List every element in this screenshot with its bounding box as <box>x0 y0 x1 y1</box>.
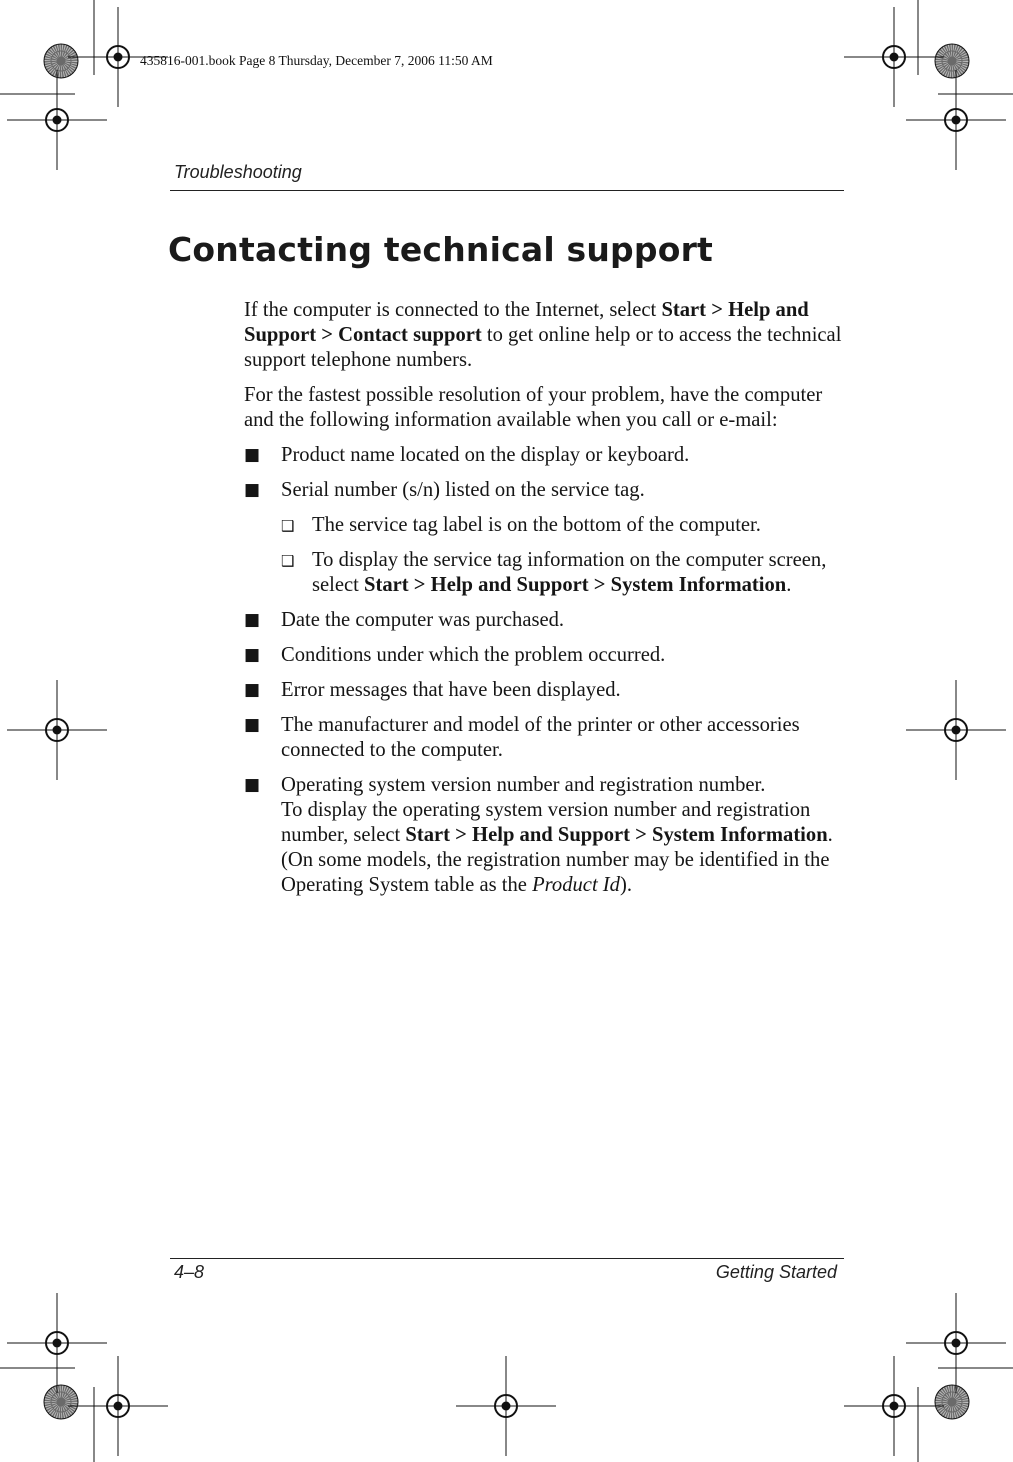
list-item-text: Conditions under which the problem occurred. <box>281 644 666 666</box>
square-bullet-icon: ■ <box>244 610 261 630</box>
list-item-printer-accessories <box>244 713 844 763</box>
registration-burst-icon <box>44 44 78 78</box>
registration-crosshair-icon <box>906 1293 1006 1393</box>
main-content <box>244 298 844 908</box>
list-item-serial-number <box>244 478 844 598</box>
registration-crosshair-icon <box>906 70 1006 170</box>
sub-list-item-text-end: . <box>786 574 792 596</box>
list-item-text: Date the computer was purchased. <box>281 609 565 631</box>
registration-crosshair-icon <box>844 1356 944 1456</box>
running-header <box>170 160 844 191</box>
list-item-product-name <box>244 443 844 468</box>
list-item-text: Operating system version number and registration number. <box>281 774 766 796</box>
list-item-conditions <box>244 643 844 668</box>
box-bullet-icon: ❑ <box>281 517 295 535</box>
registration-burst-icon <box>44 1385 78 1419</box>
os-instructions-paragraph <box>281 798 844 898</box>
list-item-text: Error messages that have been displayed. <box>281 679 621 701</box>
sub-list-item-label-location <box>281 513 844 538</box>
book-title: Getting Started <box>715 1262 837 1282</box>
registration-crosshair-icon <box>906 680 1006 780</box>
intro-menu-path: Start > Help and Support > Contact support <box>244 299 809 346</box>
intro-paragraph <box>244 298 844 373</box>
intro-text-end: to get online help or to access the technical support telephone numbers. <box>244 324 842 371</box>
square-bullet-icon: ■ <box>244 480 261 500</box>
list-item-text: Serial number (s/n) listed on the service tag. <box>281 479 645 501</box>
registration-crosshair-icon <box>7 1293 107 1393</box>
running-footer <box>170 1258 844 1289</box>
page-number: 4–8 <box>174 1262 205 1282</box>
registration-crosshair-icon <box>7 70 107 170</box>
product-id-term: Product Id <box>532 874 620 896</box>
page-title: Contacting technical support <box>168 230 714 269</box>
sub-list-item-text: The service tag label is on the bottom of the computer. <box>312 514 761 536</box>
registration-crosshair-icon <box>7 680 107 780</box>
square-bullet-icon: ■ <box>244 645 261 665</box>
running-head-title: Troubleshooting <box>174 162 302 182</box>
list-item-os-version <box>244 773 844 898</box>
info-paragraph: For the fastest possible resolution of your problem, have the computer and the following information available when you call or e-mail: <box>244 384 823 431</box>
list-item-purchase-date <box>244 608 844 633</box>
registration-crosshair-icon <box>68 1356 168 1456</box>
sub-list-item-display-service-tag <box>281 548 844 598</box>
info-list <box>244 443 844 898</box>
os-instructions-text: To display the operating system version number and registration number, select <box>281 799 811 846</box>
square-bullet-icon: ■ <box>244 680 261 700</box>
box-bullet-icon: ❑ <box>281 552 295 570</box>
intro-text: If the computer is connected to the Internet, select <box>244 299 662 321</box>
list-item-text: Product name located on the display or keyboard. <box>281 444 690 466</box>
print-slug: 435816-001.book Page 8 Thursday, December 7, 2006 11:50 AM <box>140 53 493 68</box>
os-menu-path: Start > Help and Support > System Information <box>405 824 828 846</box>
os-instructions-text-end: ). <box>619 874 632 896</box>
system-information-menu-path: Start > Help and Support > System Information <box>364 574 787 596</box>
registration-crosshair-icon <box>456 1356 556 1456</box>
os-instructions-text-2: . (On some models, the registration number may be identified in the Operating System table as the <box>281 824 833 896</box>
square-bullet-icon: ■ <box>244 775 261 795</box>
serial-sub-list <box>281 513 844 598</box>
square-bullet-icon: ■ <box>244 715 261 735</box>
registration-burst-icon <box>935 1385 969 1419</box>
registration-crosshair-icon <box>844 7 944 107</box>
sub-list-item-text: To display the service tag information on the computer screen, select <box>312 549 827 596</box>
square-bullet-icon: ■ <box>244 445 261 465</box>
list-item-error-messages <box>244 678 844 703</box>
list-item-text: The manufacturer and model of the printer or other accessories connected to the computer. <box>281 714 800 761</box>
registration-burst-icon <box>935 44 969 78</box>
